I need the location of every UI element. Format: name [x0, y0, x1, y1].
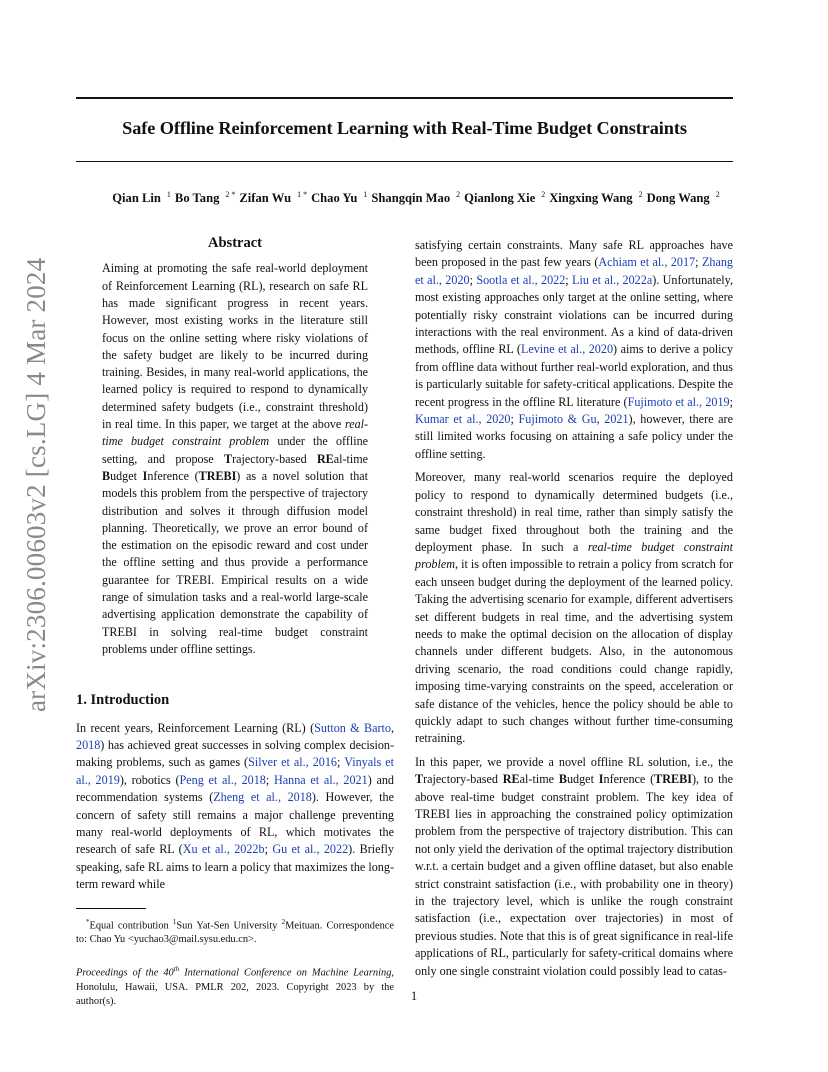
introduction-paragraph: In recent years, Reinforcement Learning (RL) (Sutton & Barto, 2018) has achieved great successes in solving complex decision-making problems, such as games (Silver et al., 2016; Vinyals et al., 2019), robotics (Peng et al., 2018; Hanna et al., 2021) and recommendation systems (Zheng et al., 2018). However, the concern of safety still remains a major challenge preventing many real-world deployments of RL, which motivates the research of safe RL (Xu et al., 2022b; Gu et al., 2022). Briefly speaking, safe RL aims to learn a policy that maximizes the long-term reward while: [76, 720, 394, 892]
citation-link[interactable]: 2018: [76, 738, 101, 753]
abstract-body: Aiming at promoting the safe real-world deployment of Reinforcement Learning (RL), research on safe RL has made significant progress in recent years. However, most existing works in the literature still focus on the online setting where risky violations of the safety budget are likely to be incurred during training. Besides, in many real-world applications, the learned policy is required to respond to dynamically determined safety budgets (i.e., constraint threshold) in real time. In this paper, we target at the above real-time budget constraint problem under the offline setting, and propose Trajectory-based REal-time Budget Inference (TREBI) as a novel solution that models this problem from the perspective of trajectory distribution and solves it through diffusion model planning. Theoretically, we prove an error bound of the estimation on the episodic reward and cost under the offline setting and thus provide a performance guarantee for TREBI. Empirical results on a wide range of simulation tasks and a real-world large-scale advertising application demonstrate the capability of TREBI in solving real-time budget constraint problems under offline settings.: [102, 261, 368, 656]
citation-link[interactable]: Liu et al., 2022a: [572, 272, 653, 287]
introduction-heading: 1. Introduction: [76, 692, 170, 709]
author-entry: [367, 191, 460, 205]
author-affiliation-marker: 2 *: [225, 190, 236, 199]
abstract-heading: Abstract: [208, 235, 262, 251]
citation-link[interactable]: Achiam et al., 2017: [598, 255, 696, 270]
author-name: Bo Tang: [174, 191, 220, 205]
body-paragraph: satisfying certain constraints. Many safe RL approaches have been proposed in the past few years (Achiam et al., 2017; Zhang et al., 2020; Sootla et al., 2022; Liu et al., 2022a). Unfortunately, most existing approaches only target at the online setting, where potentially risky constraint violations can be incurred during interactions with the real environment. As a kind of data-driven methods, offline RL (Levine et al., 2020) aims to derive a policy from offline data without further real-world exploration, and thus is particularly suitable for safety-critical applications. Despite the recent progress in the offline RL literature (Fujimoto et al., 2019; Kumar et al., 2020; Fujimoto & Gu, 2021), however, there are still limited works focusing on attaining a safe policy under the offline setting.: [415, 238, 734, 461]
author-affiliation-marker: 2: [541, 190, 546, 199]
author-name: Dong Wang: [646, 191, 710, 205]
proceedings-note: Proceedings of the 40th International Conference on Machine Learning, Honolulu, Hawaii, USA. PMLR 202, 2023. Copyright 2023 by the author(s).: [76, 964, 394, 1007]
author-entry: [460, 191, 545, 205]
citation-link[interactable]: Zheng et al., 2018: [213, 790, 312, 805]
author-name: Xingxing Wang: [549, 191, 633, 205]
citation-link[interactable]: Fujimoto et al., 2019: [627, 394, 730, 409]
author-affiliation-marker: 2: [638, 190, 643, 199]
title-bottom-rule: [76, 161, 733, 162]
citation-link[interactable]: Sootla et al., 2022: [476, 272, 566, 287]
author-entry: [108, 191, 171, 205]
left-column: [76, 235, 394, 1009]
title-top-rule: [76, 97, 733, 99]
citation-link[interactable]: Kumar et al., 2020: [415, 412, 511, 427]
citation-link[interactable]: Fujimoto & Gu: [518, 412, 597, 427]
author-affiliation-marker: 1: [363, 190, 368, 199]
citation-link[interactable]: Zhang et al., 2020: [415, 255, 733, 287]
author-entry: [307, 191, 367, 205]
author-affiliation-marker: 1: [166, 190, 171, 199]
author-name: Shangqin Mao: [371, 191, 451, 205]
author-name: Chao Yu: [311, 191, 358, 205]
author-name: Qianlong Xie: [464, 191, 536, 205]
page-number: 1: [410, 989, 418, 1003]
author-list: [40, 190, 788, 206]
body-paragraph: In this paper, we provide a novel offline RL solution, i.e., the Trajectory-based REal-time Budget Inference (TREBI), to the above real-time budget constraint problem. The key idea of TREBI lies in approaching the constrained policy optimization problem from the perspective of trajectory distribution. This can not only yield the derivation of the optimal trajectory distribution w.r.t. a certain budget and a given offline dataset, but also enable strict constraint satisfaction (i.e., with probability one in theory) in the trajectory level, which is unlike the rough constraint satisfaction (i.e., expectation over trajectories) in most of previous studies. Note that this is of great significance in real-life applications of RL, particularly for safety-critical domains where only one single constraint violation could possibly lead to catas-: [415, 754, 733, 978]
author-entry: [235, 191, 307, 205]
author-entry: [643, 191, 720, 205]
body-paragraph: Moreover, many real-world scenarios require the deployed policy to respond to dynamically determined budgets (i.e., constraint threshold) in real time, rather than simply satisfy the same budget fixed throughout both the training and the deployment phase. In such a real-time budget constraint problem, it is often impossible to retrain a policy from scratch for each unseen budget during the deployment of the learned policy. Taking the advertising scenario for example, different advertisers set different budgets in real time, and the advertising system needs to make the optimal decision on the allocation of display channels under different budgets. Also, in the autonomous driving scenario, the road conditions could change rapidly, imposing time-varying constraints on the speed, acceleration or safe distance of the vehicles, hence the policy should be able to quickly adapt to such changes without further time-consuming retraining.: [415, 470, 733, 746]
citation-link[interactable]: Sutton & Barto: [314, 720, 391, 735]
citation-link[interactable]: 2021: [604, 412, 629, 427]
author-affiliation-marker: 2: [715, 190, 720, 199]
author-entry: [171, 191, 235, 205]
right-column: [415, 237, 733, 986]
citation-link[interactable]: Vinyals et al., 2019: [76, 755, 394, 787]
citation-link[interactable]: Hanna et al., 2021: [273, 772, 368, 787]
citation-link[interactable]: Silver et al., 2016: [248, 755, 338, 770]
author-affiliation-marker: 2: [456, 190, 461, 199]
author-entry: [545, 191, 642, 205]
author-name: Qian Lin: [112, 191, 161, 205]
author-name: Zifan Wu: [239, 191, 292, 205]
citation-link[interactable]: Gu et al., 2022: [272, 842, 349, 857]
affiliation-footnote: *Equal contribution $^1$Sun Yat-Sen University $^2$Meituan. Correspondence to: Chao Yu <yuchao3@mail.sysu.edu.cn>.: [76, 917, 394, 946]
footnote-rule: [76, 908, 146, 909]
arxiv-identifier-stamp: arXiv:2306.00603v2 [cs.LG] 4 Mar 2024: [21, 257, 51, 712]
citation-link[interactable]: Peng et al., 2018: [179, 772, 266, 787]
author-affiliation-marker: 1 *: [297, 190, 308, 199]
citation-link[interactable]: Levine et al., 2020: [520, 342, 614, 357]
paper-title: Safe Offline Reinforcement Learning with Real-Time Budget Constraints: [122, 118, 687, 138]
citation-link[interactable]: Xu et al., 2022b: [182, 842, 265, 857]
